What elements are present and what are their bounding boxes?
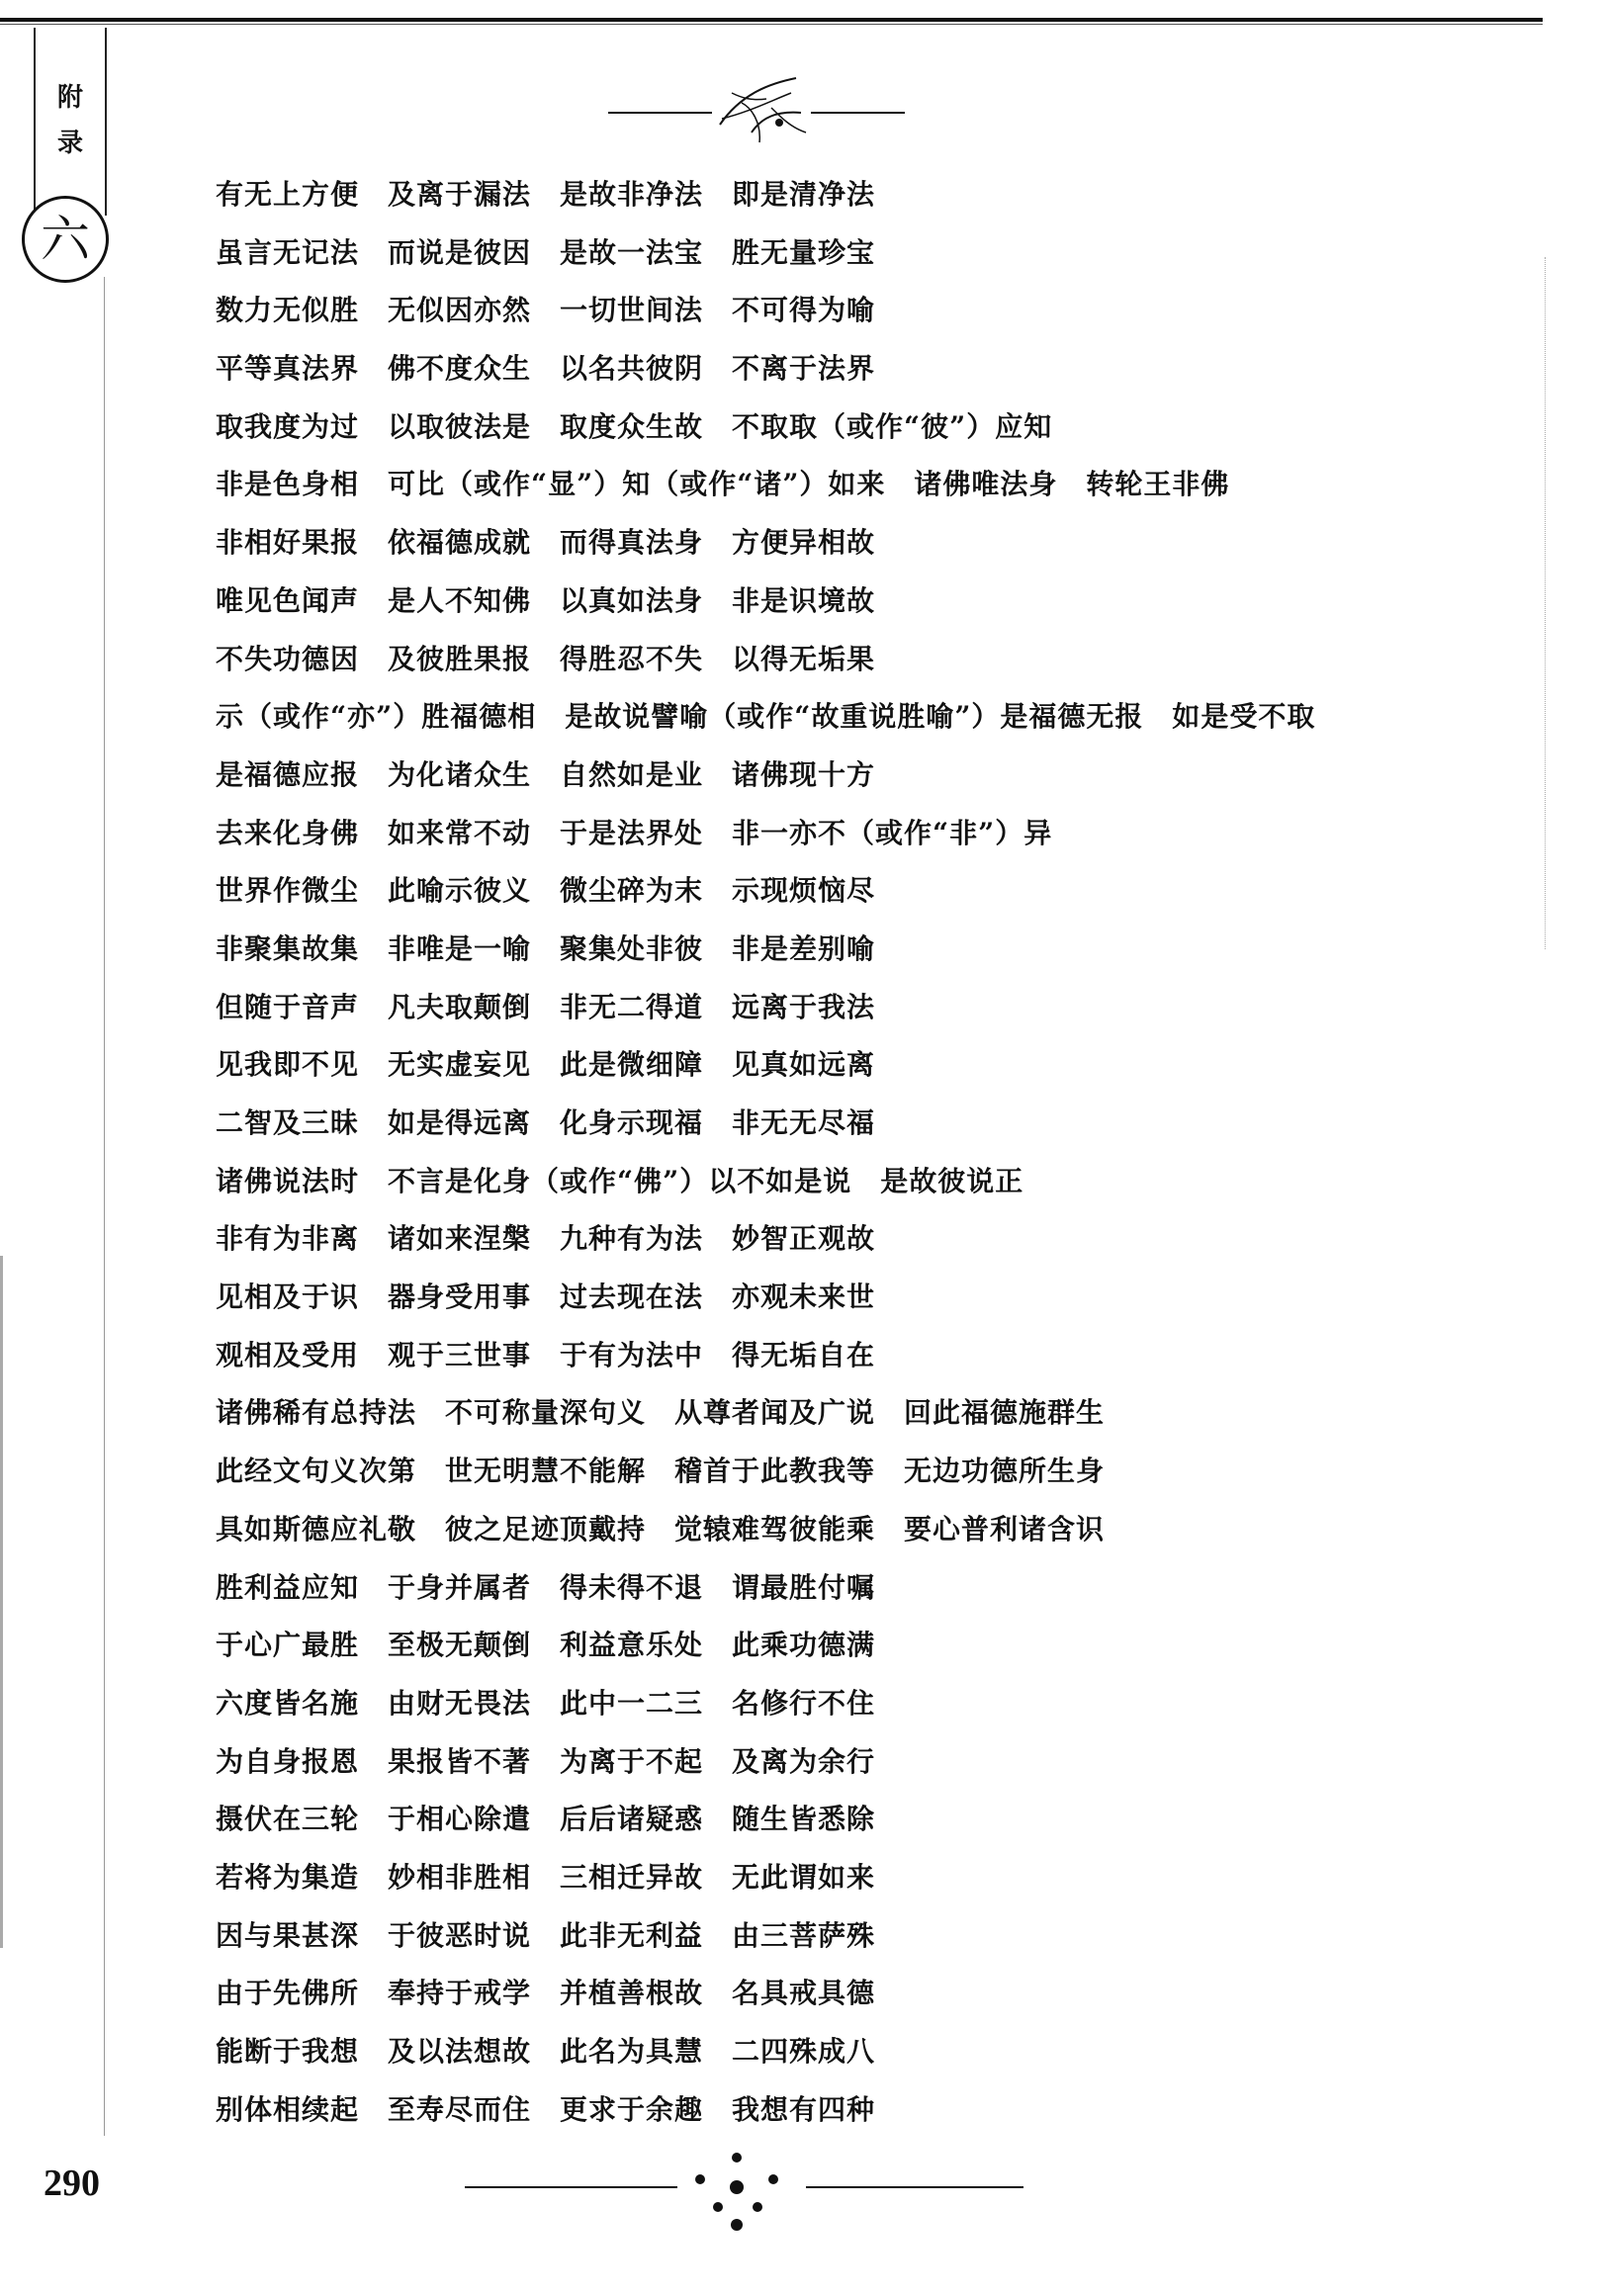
verse-line: 不失功德因 及彼胜果报 得胜忍不失 以得无垢果 — [216, 642, 876, 675]
verse-line: 因与果甚深 于彼恶时说 此非无利益 由三菩萨殊 — [216, 1918, 876, 1952]
margin-line — [104, 277, 105, 2136]
verse-line: 虽言无记法 而说是彼因 是故一法宝 胜无量珍宝 — [216, 235, 876, 269]
verse-line: 别体相续起 至寿尽而住 更求于余趣 我想有四种 — [216, 2092, 876, 2126]
verse-line: 此经文句义次第 世无明慧不能解 稽首于此教我等 无边功德所生身 — [216, 1455, 1106, 1488]
verse-line: 为自身报恩 果报皆不著 为离于不起 及离为余行 — [216, 1744, 876, 1778]
verse-line: 见我即不见 无实虚妄见 此是微细障 见真如远离 — [216, 1048, 876, 1082]
verse-line: 世界作微尘 此喻示彼义 微尘碎为末 示现烦恼尽 — [216, 874, 876, 908]
verse-line: 非相好果报 依福德成就 而得真法身 方便异相故 — [216, 526, 876, 560]
margin-edge-shadow — [0, 1256, 3, 1948]
verse-line: 平等真法界 佛不度众生 以名共彼阴 不离于法界 — [216, 352, 876, 386]
verse-line: 非聚集故集 非唯是一喻 聚集处非彼 非是差别喻 — [216, 931, 876, 965]
verse-line: 示（或作“亦”）胜福德相 是故说譬喻（或作“故重说胜喻”）是福德无报 如是受不取 — [216, 700, 1316, 734]
verse-line: 诸佛稀有总持法 不可称量深句义 从尊者闻及广说 回此福德施群生 — [216, 1396, 1106, 1430]
header-ornament-icon — [603, 63, 910, 152]
verse-line: 非有为非离 诸如来涅槃 九种有为法 妙智正观故 — [216, 1222, 876, 1256]
verse-line: 具如斯德应礼敬 彼之足迹顶戴持 觉辕难驾彼能乘 要心普利诸含识 — [216, 1512, 1106, 1545]
verse-list — [216, 166, 1531, 2139]
verse-line: 但随于音声 凡夫取颠倒 非无二得道 远离于我法 — [216, 990, 876, 1023]
appendix-side-tab — [34, 28, 107, 216]
verse-line: 是福德应报 为化诸众生 自然如是业 诸佛现十方 — [216, 757, 876, 791]
verse-line: 若将为集造 妙相非胜相 三相迁异故 无此谓如来 — [216, 1860, 876, 1894]
side-tab-label-top: 附 — [56, 83, 83, 113]
verse-line: 唯见色闻声 是人不知佛 以真如法身 非是识境故 — [216, 583, 876, 617]
verse-line: 诸佛说法时 不言是化身（或作“佛”）以不如是说 是故彼说正 — [216, 1164, 1024, 1197]
verse-line: 数力无似胜 无似因亦然 一切世间法 不可得为喻 — [216, 294, 876, 327]
verse-line: 六度皆名施 由财无畏法 此中一二三 名修行不住 — [216, 1686, 876, 1720]
verse-line: 见相及于识 器身受用事 过去现在法 亦观未来世 — [216, 1280, 876, 1314]
footer-ornament-icon — [455, 2136, 1028, 2245]
verse-line: 于心广最胜 至极无颠倒 利益意乐处 此乘功德满 — [216, 1629, 876, 1662]
verse-line: 去来化身佛 如来常不动 于是法界处 非一亦不（或作“非”）异 — [216, 816, 1053, 849]
verse-line: 观相及受用 观于三世事 于有为法中 得无垢自在 — [216, 1338, 876, 1371]
header-rule-thin — [0, 24, 1543, 25]
verse-line: 有无上方便 及离于漏法 是故非净法 即是清净法 — [216, 178, 876, 211]
verse-line: 胜利益应知 于身并属者 得未得不退 谓最胜付嘱 — [216, 1570, 876, 1604]
verse-line: 能断于我想 及以法想故 此名为具慧 二四殊成八 — [216, 2035, 876, 2068]
chapter-number-badge: 六 — [22, 196, 109, 283]
header-rule — [0, 18, 1543, 22]
verse-line: 摄伏在三轮 于相心除遣 后后诸疑惑 随生皆悉除 — [216, 1803, 876, 1836]
right-margin-line — [1545, 257, 1547, 949]
verse-line: 取我度为过 以取彼法是 取度众生故 不取取（或作“彼”）应知 — [216, 409, 1053, 443]
verse-line: 由于先佛所 奉持于戒学 并植善根故 名具戒具德 — [216, 1977, 876, 2010]
page-number: 290 — [44, 2163, 100, 2204]
verse-line: 非是色身相 可比（或作“显”）知（或作“诸”）如来 诸佛唯法身 转轮王非佛 — [216, 468, 1230, 501]
side-tab-label-bottom: 录 — [56, 129, 83, 158]
verse-line: 二智及三昧 如是得远离 化身示现福 非无无尽福 — [216, 1106, 876, 1139]
